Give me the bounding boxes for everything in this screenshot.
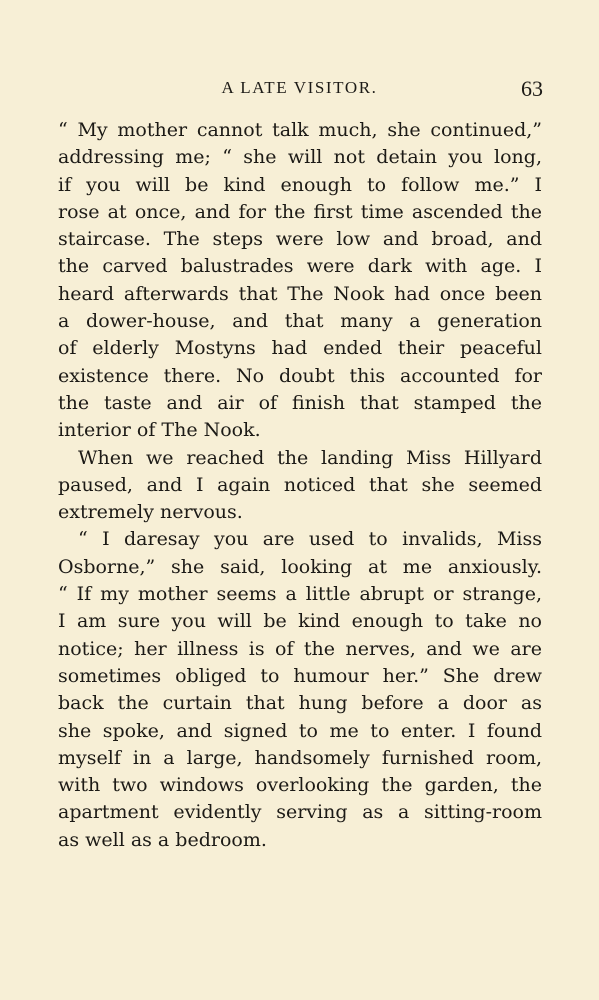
running-title: A LATE VISITOR. (221, 78, 378, 97)
text-line: the taste and air of finish that stamped the (58, 391, 542, 414)
page-number: 63 (521, 76, 543, 101)
text-line: rose at once, and for the first time ascended the (58, 200, 542, 223)
text-line: apartment evidently serving as a sitting-room (58, 801, 542, 824)
paragraph-3 (58, 526, 542, 854)
text-line: of elderly Mostyns had ended their peaceful (58, 337, 542, 360)
text-line: “ I daresay you are used to invalids, Miss (78, 528, 542, 551)
running-head (0, 76, 599, 104)
text-line: as well as a bedroom. (58, 828, 267, 851)
text-line: “ My mother cannot talk much, she continued,” (58, 119, 542, 141)
text-line: I am sure you will be kind enough to take no (58, 610, 542, 633)
text-line: paused, and I again noticed that she seemed (58, 473, 542, 496)
paragraph-1 (58, 117, 542, 445)
text-line: notice; her illness is of the nerves, and we are (58, 637, 542, 660)
text-line: she spoke, and signed to me to enter. I found (58, 719, 542, 742)
text-line: back the curtain that hung before a door as (58, 692, 542, 715)
body-text (58, 117, 542, 854)
paragraph-2 (58, 445, 542, 527)
text-line: “ If my mother seems a little abrupt or strange, (58, 583, 542, 606)
text-line: sometimes obliged to humour her.” She drew (58, 664, 542, 687)
text-line: staircase. The steps were low and broad, and (58, 228, 542, 251)
text-line: the carved balustrades were dark with age. I (58, 255, 542, 278)
text-line: myself in a large, handsomely furnished room, (58, 746, 542, 769)
text-line: a dower-house, and that many a generation (58, 310, 542, 333)
text-line: addressing me; “ she will not detain you long, (58, 146, 542, 169)
text-line: interior of The Nook. (58, 419, 261, 442)
text-line: heard afterwards that The Nook had once been (58, 282, 542, 305)
text-line: with two windows overlooking the garden, the (58, 774, 542, 797)
text-line: extremely nervous. (58, 501, 243, 524)
text-line: When we reached the landing Miss Hillyard (78, 446, 542, 469)
text-line: Osborne,” she said, looking at me anxiously. (58, 555, 542, 578)
text-line: existence there. No doubt this accounted for (58, 364, 542, 387)
text-line: if you will be kind enough to follow me.” I (58, 173, 542, 196)
